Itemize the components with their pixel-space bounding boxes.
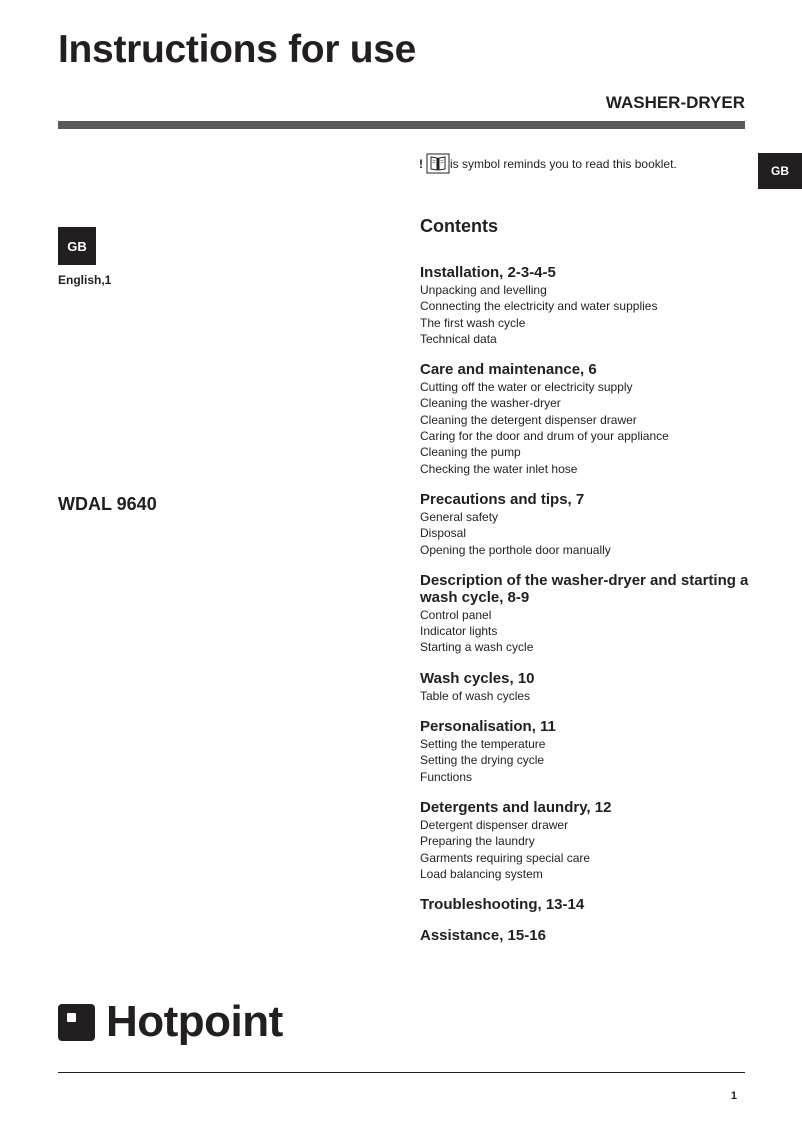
contents-section-item[interactable]: Setting the temperature bbox=[420, 737, 546, 752]
contents-heading: Contents bbox=[420, 216, 498, 236]
contents-section-item[interactable]: Unpacking and levelling bbox=[420, 283, 547, 297]
contents-section-item[interactable]: Cleaning the detergent dispenser drawer bbox=[420, 412, 637, 427]
book-icon bbox=[426, 153, 450, 174]
contents-section-title[interactable]: Assistance, 15-16 bbox=[420, 927, 546, 945]
contents-section-item[interactable]: Preparing the laundry bbox=[420, 834, 535, 849]
header-divider bbox=[58, 121, 745, 129]
warning-mark: ! bbox=[419, 156, 423, 171]
read-booklet-notice bbox=[419, 153, 677, 174]
contents-section-item[interactable]: Detergent dispenser drawer bbox=[420, 817, 569, 832]
contents-section bbox=[420, 361, 750, 477]
contents-section-item[interactable]: Starting a wash cycle bbox=[420, 640, 534, 655]
page-number: 1 bbox=[730, 1090, 737, 1102]
contents-section-item[interactable]: The first wash cycle bbox=[420, 315, 526, 330]
contents-section-item[interactable]: Connecting the electricity and water supplies bbox=[420, 299, 658, 314]
contents-section-title[interactable]: Installation, 2-3-4-5 bbox=[420, 264, 556, 281]
contents-section bbox=[420, 718, 750, 785]
contents-section-item[interactable]: Disposal bbox=[420, 526, 467, 541]
contents-section-item[interactable]: Setting the drying cycle bbox=[420, 753, 545, 768]
contents-section-title[interactable]: Personalisation, 11 bbox=[420, 718, 556, 736]
contents-section-title[interactable]: Care and maintenance, 6 bbox=[420, 361, 597, 379]
contents-section-item[interactable]: Table of wash cycles bbox=[420, 688, 531, 703]
contents-section-title[interactable]: Troubleshooting, 13-14 bbox=[420, 896, 585, 914]
product-type: WASHER-DRYER bbox=[605, 93, 745, 112]
contents-section-title[interactable]: Detergents and laundry, 12 bbox=[420, 798, 612, 816]
contents-section bbox=[420, 799, 750, 882]
contents-section-title[interactable]: Precautions and tips, 7 bbox=[420, 490, 585, 508]
contents-section bbox=[420, 927, 750, 944]
footer-divider bbox=[58, 1072, 745, 1073]
model-number: WDAL 9640 bbox=[58, 494, 157, 514]
contents-section-item[interactable]: Indicator lights bbox=[420, 624, 498, 639]
contents-section bbox=[420, 264, 750, 347]
contents-section-title[interactable]: Description of the washer-dryer and starting a wash cycle, 8-9 bbox=[420, 571, 749, 606]
contents-section-item[interactable]: Garments requiring special care bbox=[420, 850, 591, 865]
contents-section bbox=[420, 572, 750, 656]
contents-section-item[interactable]: Technical data bbox=[420, 331, 497, 346]
contents-section-item[interactable]: Cleaning the washer-dryer bbox=[420, 396, 561, 411]
table-of-contents bbox=[420, 216, 750, 958]
contents-section-item[interactable]: Load balancing system bbox=[420, 866, 543, 881]
contents-section bbox=[420, 670, 750, 704]
brand-name: Hotpoint bbox=[106, 997, 283, 1046]
contents-sections bbox=[420, 264, 750, 944]
contents-section-item[interactable]: Cleaning the pump bbox=[420, 445, 521, 460]
contents-section bbox=[420, 491, 750, 558]
contents-section-item[interactable]: Opening the porthole door manually bbox=[420, 542, 611, 557]
contents-section-item[interactable]: Checking the water inlet hose bbox=[420, 461, 578, 476]
page-title: Instructions for use bbox=[58, 28, 417, 71]
contents-section-title[interactable]: Wash cycles, 10 bbox=[420, 669, 535, 687]
language-entry: English,1 bbox=[58, 273, 112, 287]
contents-section-item[interactable]: Functions bbox=[420, 769, 473, 784]
brand-logo bbox=[58, 998, 283, 1046]
contents-section-item[interactable]: General safety bbox=[420, 509, 499, 524]
contents-section bbox=[420, 896, 750, 913]
language-badge: GB bbox=[58, 227, 96, 265]
contents-section-item[interactable]: Caring for the door and drum of your appliance bbox=[420, 429, 669, 444]
contents-section-item[interactable]: Control panel bbox=[420, 607, 492, 622]
language-side-tab[interactable]: GB bbox=[758, 153, 802, 189]
notice-text: is symbol reminds you to read this booklet. bbox=[450, 156, 677, 171]
contents-section-item[interactable]: Cutting off the water or electricity supply bbox=[420, 380, 633, 395]
hotpoint-logo-mark-icon bbox=[58, 1004, 95, 1041]
